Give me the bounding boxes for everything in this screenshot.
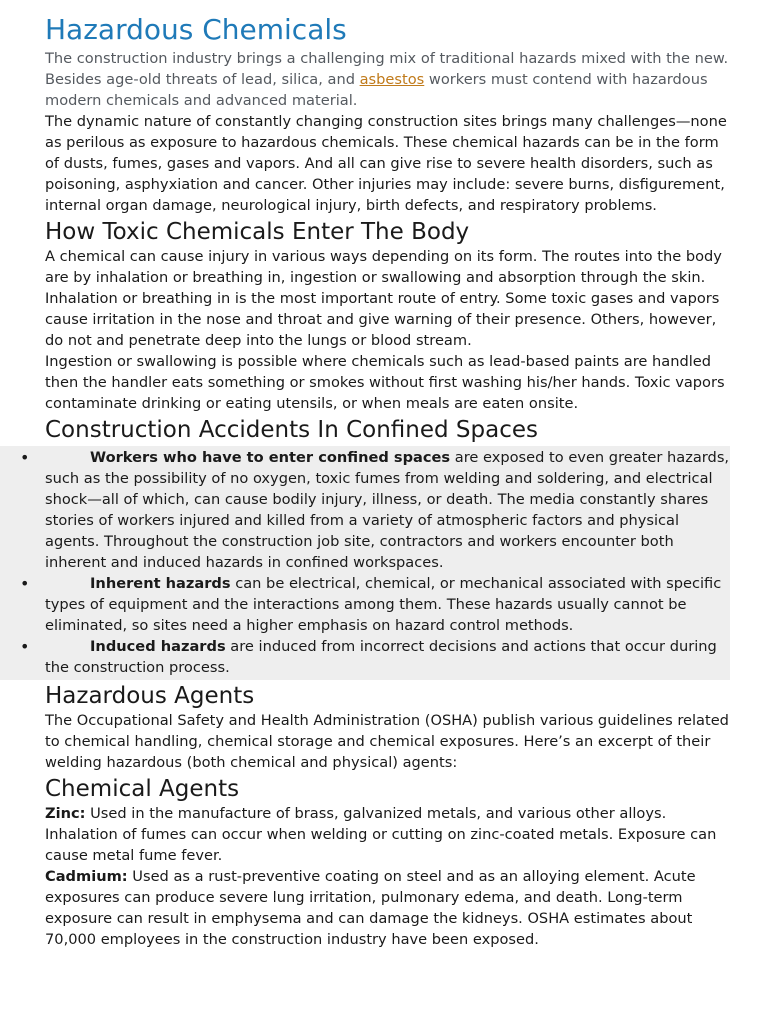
cadmium-text: Used as a rust-preventive coating on steel and as an alloying element. Acute exposures can produce severe lung irritation, pulmonary edema, and death. Long-term exposure can result in emphysema and can damage the kidneys. OSHA estimates about 70,000 employees in the construction industry have been exposed. xyxy=(45,868,696,948)
bullet-icon: • xyxy=(20,448,30,467)
page-title: Hazardous Chemicals xyxy=(45,13,347,46)
bullet-text: can be electrical, chemical, or mechanical associated with specific types of equipment and the interactions among them. These hazards usually cannot be eliminated, so sites need a higher emphasis on hazard control methods. xyxy=(45,575,722,634)
agents-paragraph: The Occupational Safety and Health Administration (OSHA) publish various guidelines related to chemical handling, chemical storage and chemical exposures. Here’s an excerpt of their welding hazardous (both chemical and physical) agents: xyxy=(45,712,729,771)
chemical-agents-heading: Chemical Agents xyxy=(45,776,240,802)
intro-text-end: workers must contend with hazardous modern chemicals and advanced material. xyxy=(45,71,708,109)
cadmium-term: Cadmium: xyxy=(45,868,128,885)
toxic-paragraph-3: Ingestion or swallowing is possible where chemicals such as lead-based paints are handled then the handler eats something or smokes without first washing his/her hands. Toxic vapors contaminate drinking or eating utensils, or when meals are eaten onsite. xyxy=(45,353,725,412)
toxic-paragraph-2: Inhalation or breathing in is the most important route of entry. Some toxic gases and vapors cause irritation in the nose and throat and give warning of their presence. Others, however, do not and penetrate deep into the lungs or blood stream. xyxy=(45,290,720,349)
dynamic-paragraph: The dynamic nature of constantly changing construction sites brings many challenges—none as perilous as exposure to hazardous chemicals. These chemical hazards can be in the form of dusts, fumes, gases and vapors. And all can give rise to severe health disorders, such as poisoning, asphyxiation and cancer. Other injuries may include: severe burns, disfigurement, internal organ damage, neurological injury, birth defects, and respiratory problems. xyxy=(45,113,727,214)
intro-text-start: The construction industry brings a challenging mix of traditional hazards mixed with the new. Besides age-old threats of lead, silica, and xyxy=(45,50,729,88)
toxic-heading: How Toxic Chemicals Enter The Body xyxy=(45,219,470,245)
bullet-bold-text: Induced hazards xyxy=(90,638,226,655)
bullet-text: are induced from incorrect decisions and actions that occur during the construction process. xyxy=(45,638,717,676)
bullet-bold-text: Inherent hazards xyxy=(90,575,231,592)
confined-bullet-list xyxy=(0,446,730,680)
bullet-bold-text: Workers who have to enter confined spaces xyxy=(90,449,451,466)
cadmium-entry xyxy=(45,866,730,950)
intro-paragraph xyxy=(45,48,730,111)
bullet-icon: • xyxy=(20,574,30,593)
list-item xyxy=(20,636,730,678)
list-item xyxy=(20,447,730,573)
asbestos-link[interactable]: asbestos xyxy=(359,71,425,88)
toxic-paragraph-1: A chemical can cause injury in various ways depending on its form. The routes into the body are by inhalation or breathing in, ingestion or swallowing and absorption through the skin. xyxy=(45,248,722,286)
agents-heading: Hazardous Agents xyxy=(45,683,255,709)
zinc-text: Used in the manufacture of brass, galvanized metals, and various other alloys. Inhalation of fumes can occur when welding or cutting on zinc-coated metals. Exposure can cause metal fume fever. xyxy=(45,805,717,864)
zinc-term: Zinc: xyxy=(45,805,86,822)
list-item xyxy=(20,573,730,636)
bullet-text: are exposed to even greater hazards, such as the possibility of no oxygen, toxic fumes from welding and soldering, and electrical shock—all of which, can cause bodily injury, illness, or death. The media constantly shares stories of workers injured and killed from a variety of atmospheric factors and physical agents. Throughout the construction job site, contractors and workers encounter both inherent and induced hazards in confined workspaces. xyxy=(45,449,730,571)
bullet-icon: • xyxy=(20,637,30,656)
article xyxy=(20,12,730,950)
zinc-entry xyxy=(45,803,730,866)
confined-heading: Construction Accidents In Confined Spaces xyxy=(45,417,538,443)
